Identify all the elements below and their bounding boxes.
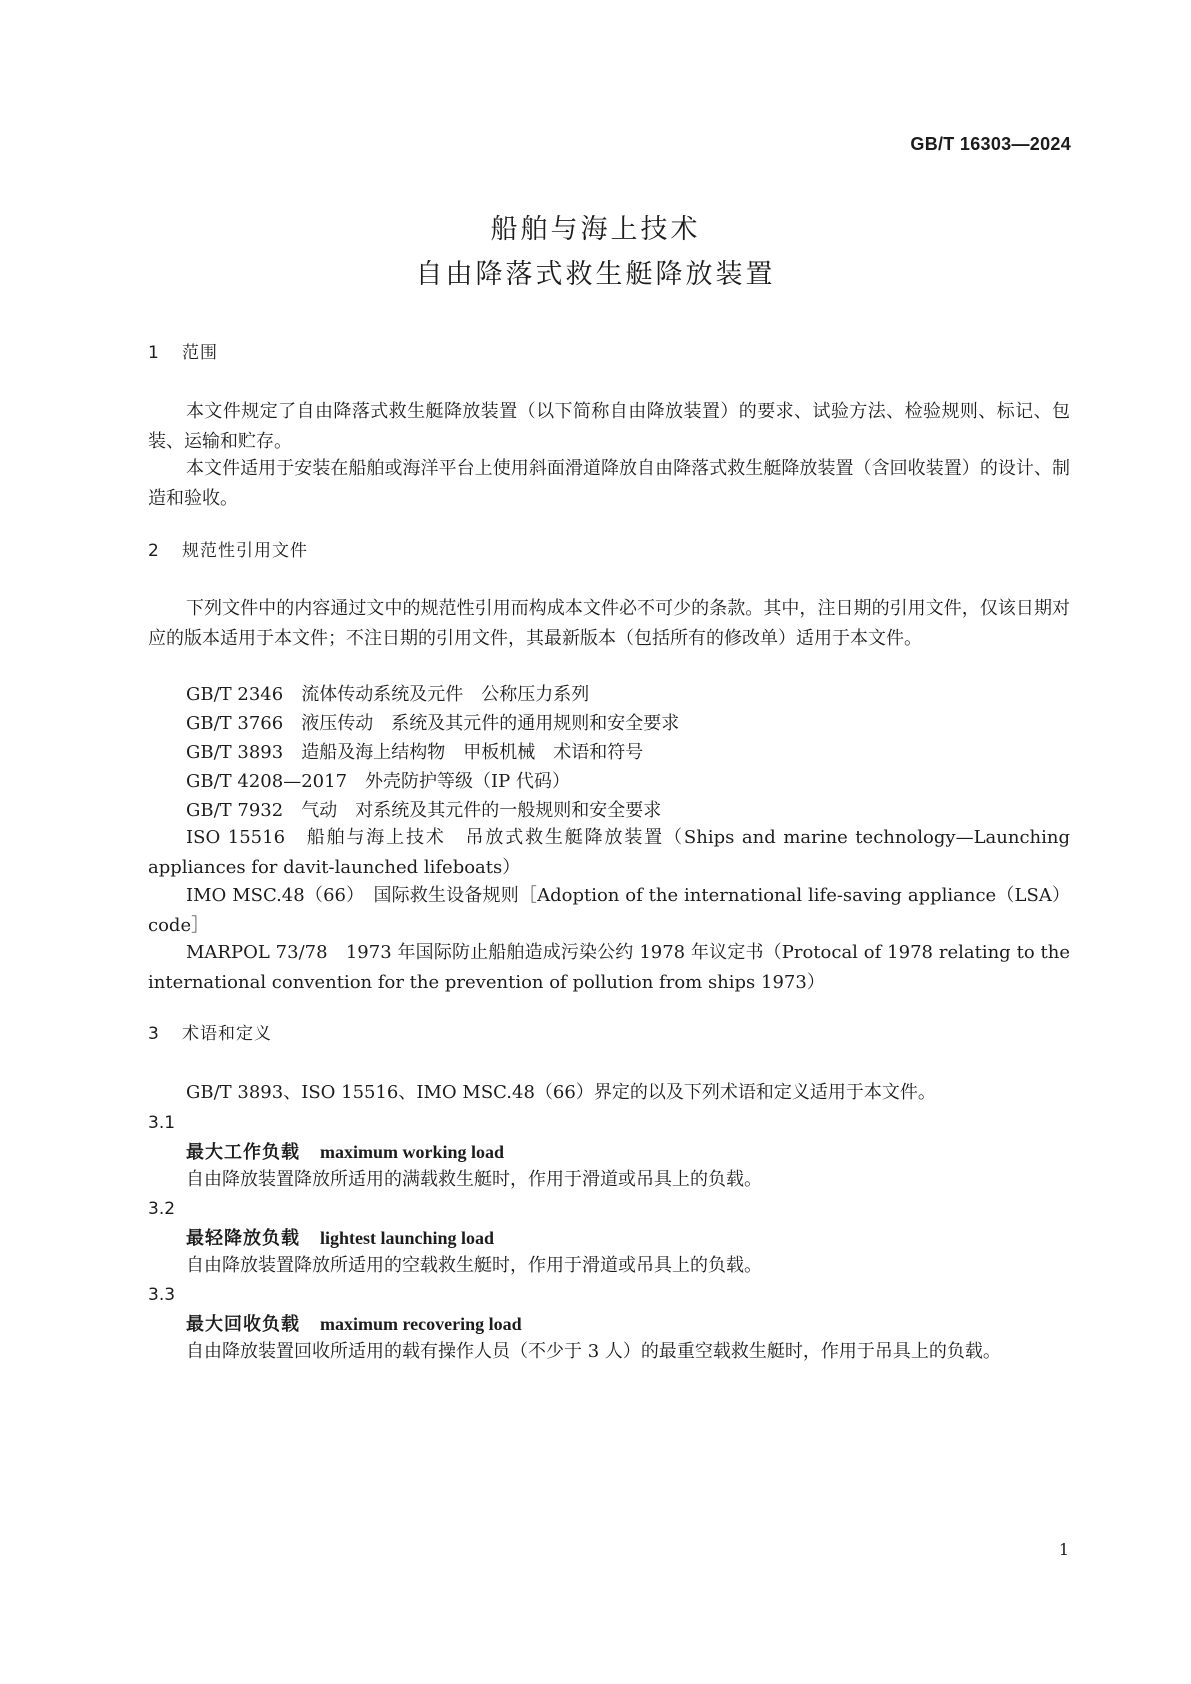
term-title	[148, 1137, 1108, 1168]
scope-paragraph-1: 本文件规定了自由降落式救生艇降放装置（以下简称自由降放装置）的要求、试验方法、检验规则、标记、包装、运输和贮存。	[148, 401, 1070, 452]
scope-paragraph-2: 本文件适用于安装在船舶或海洋平台上使用斜面滑道降放自由降落式救生艇降放装置（含回收装置）的设计、制造和验收。	[148, 458, 1070, 509]
reference-item-iso: ISO 15516 船舶与海上技术 吊放式救生艇降放装置（Ships and marine technology—Launching appliances for davit-launched lifeboats）	[148, 827, 1070, 878]
term-number: 3.2	[148, 1199, 176, 1219]
document-code: GB/T 16303—2024	[910, 134, 1071, 154]
term-number: 3.3	[148, 1285, 176, 1305]
term-name-zh: 最大回收负载	[186, 1314, 300, 1335]
title-line-2: 自由降落式救生艇降放装置	[415, 259, 776, 290]
reference-item-imo: IMO MSC.48（66） 国际救生设备规则［Adoption of the international life-saving appliance（LSA） code］	[148, 885, 1070, 936]
section-3-heading	[148, 1019, 1070, 1049]
term-number: 3.1	[148, 1113, 176, 1133]
reference-item: GB/T 2346 流体传动系统及元件 公称压力系列	[186, 684, 590, 705]
section-1-heading	[148, 338, 1070, 368]
reference-item: GB/T 3893 造船及海上结构物 甲板机械 术语和符号	[186, 742, 644, 763]
section-number: 3	[148, 1024, 160, 1044]
section-2-heading	[148, 536, 1070, 566]
section-number: 1	[148, 343, 160, 363]
section-title: 术语和定义	[182, 1024, 272, 1044]
reference-item: GB/T 4208—2017 外壳防护等级（IP 代码）	[186, 771, 570, 792]
term-name-en: maximum working load	[320, 1142, 505, 1162]
terms-intro: GB/T 3893、ISO 15516、IMO MSC.48（66）界定的以及下列术语和定义适用于本文件。	[186, 1082, 936, 1103]
section-number: 2	[148, 541, 160, 561]
page-number: 1	[1058, 1540, 1069, 1559]
section-title: 范围	[182, 343, 218, 363]
term-name-zh: 最轻降放负载	[186, 1228, 300, 1249]
references-intro: 下列文件中的内容通过文中的规范性引用而构成本文件必不可少的条款。其中，注日期的引用文件，仅该日期对应的版本适用于本文件；不注日期的引用文件，其最新版本（包括所有的修改单）适用于本文件。	[148, 598, 1070, 649]
term-name-en: lightest launching load	[320, 1228, 495, 1248]
title-line-1: 船舶与海上技术	[490, 214, 701, 245]
reference-item: GB/T 7932 气动 对系统及其元件的一般规则和安全要求	[186, 800, 662, 821]
reference-item-marpol: MARPOL 73/78 1973 年国际防止船舶造成污染公约 1978 年议定书（Protocal of 1978 relating to the international convention for the prevention of pollution from ships 1973）	[148, 942, 1070, 993]
term-definition: 自由降放装置降放所适用的满载救生艇时，作用于滑道或吊具上的负载。	[186, 1169, 762, 1190]
term-definition: 自由降放装置回收所适用的载有操作人员（不少于 3 人）的最重空载救生艇时，作用于吊具上的负载。	[186, 1341, 1001, 1362]
term-name-zh: 最大工作负载	[186, 1142, 300, 1163]
term-name-en: maximum recovering load	[320, 1314, 522, 1334]
reference-item: GB/T 3766 液压传动 系统及其元件的通用规则和安全要求	[186, 713, 680, 734]
section-title: 规范性引用文件	[182, 541, 308, 561]
term-definition: 自由降放装置降放所适用的空载救生艇时，作用于滑道或吊具上的负载。	[186, 1255, 762, 1276]
term-title	[148, 1309, 1108, 1340]
term-title	[148, 1223, 1108, 1254]
